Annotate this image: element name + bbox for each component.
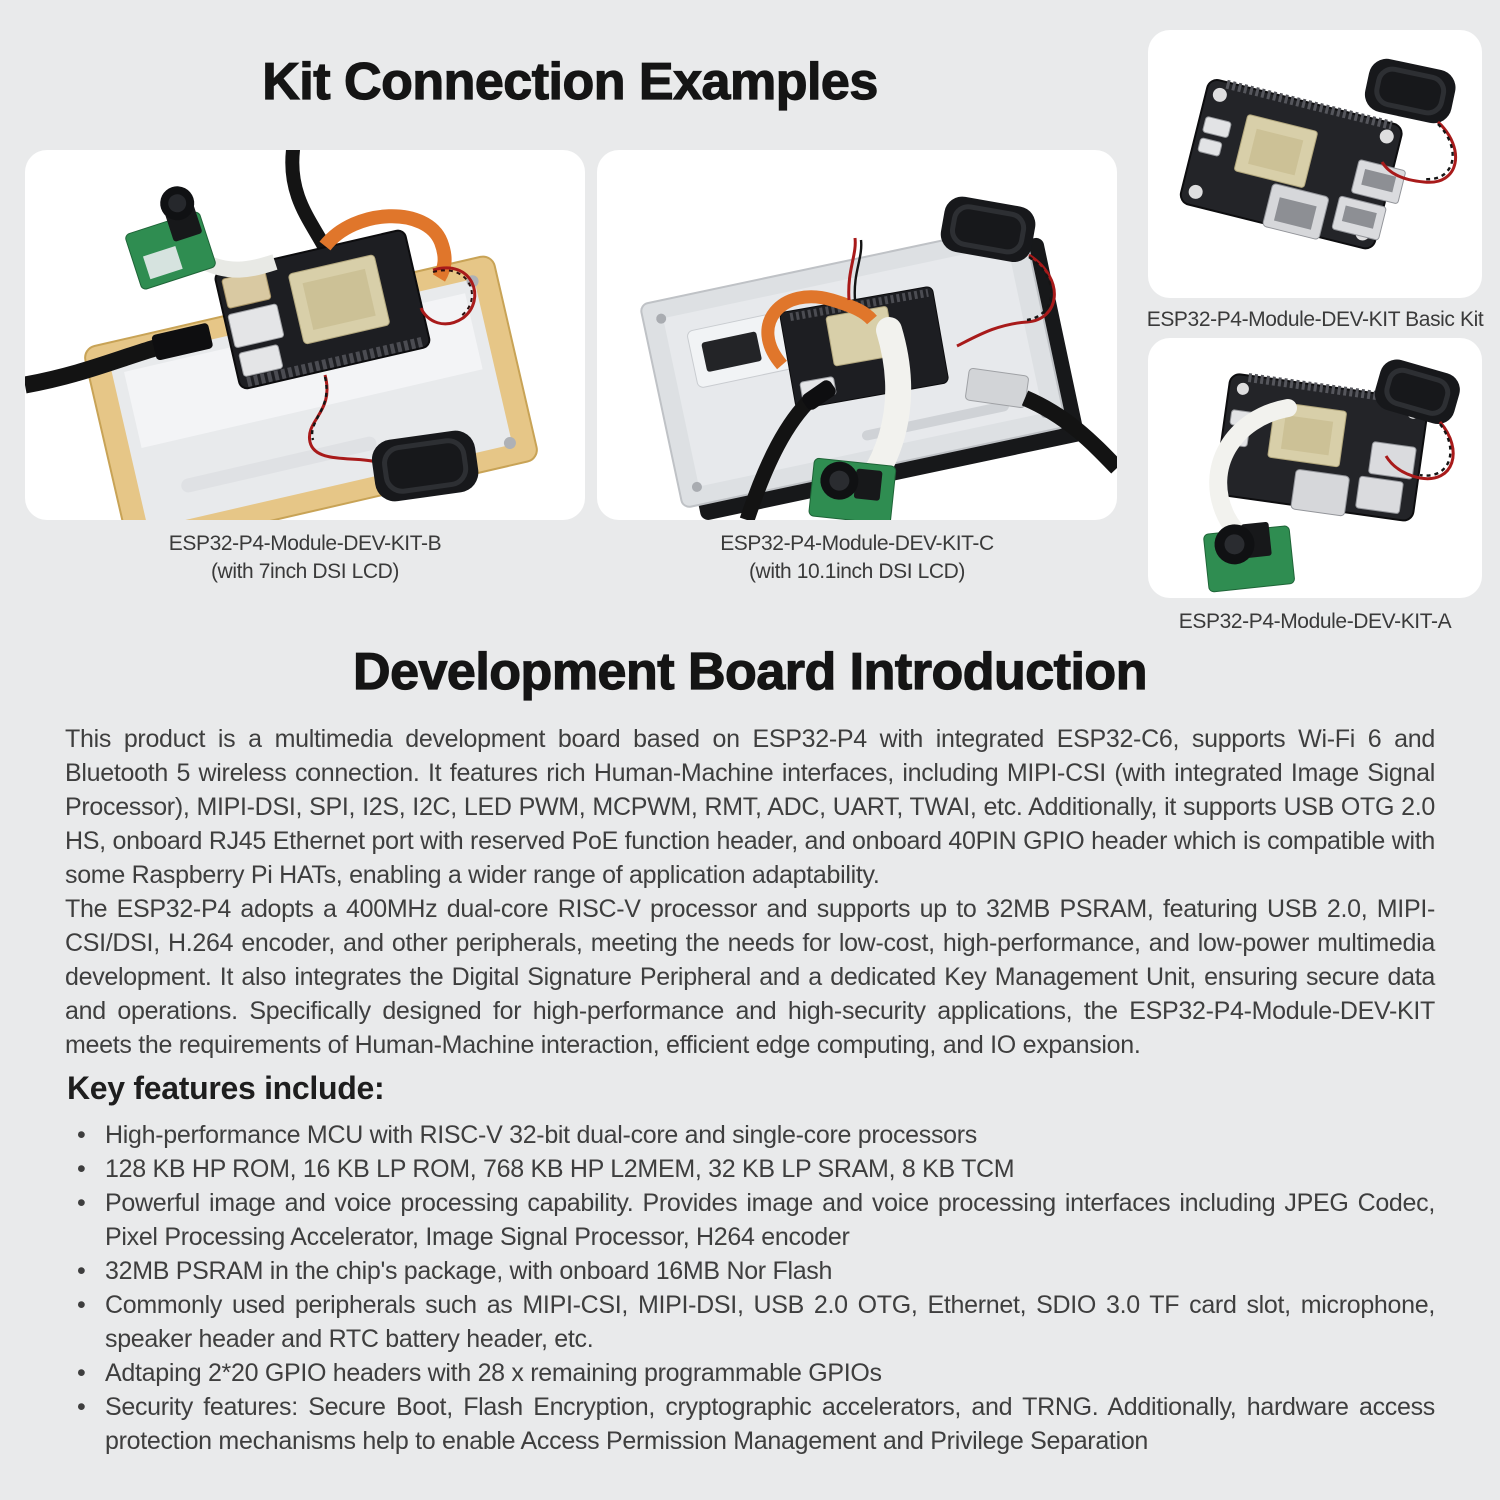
basic-kit-photo-illustration (1148, 30, 1482, 298)
feature-item: • Powerful image and voice processing capability. Provides image and voice processing interfaces including JPEG Codec, Pixel Processing Accelerator, Image Signal Processor, H264 encoder (67, 1186, 1435, 1254)
camera-module (809, 458, 897, 520)
kit-c-caption-line1: ESP32-P4-Module-DEV-KIT-C (720, 532, 994, 555)
feature-item: • 128 KB HP ROM, 16 KB LP ROM, 768 KB HP L2MEM, 32 KB LP SRAM, 8 KB TCM (67, 1152, 1435, 1186)
feature-item: • Adtaping 2*20 GPIO headers with 28 x remaining programmable GPIOs (67, 1356, 1435, 1390)
introduction-paragraph-2: The ESP32-P4 adopts a 400MHz dual-core RISC-V processor and supports up to 32MB PSRAM, featuring USB 2.0, MIPI-CSI/DSI, H.264 encoder, and other peripherals, meeting the needs for low-cost, high-performance, and low-power multimedia development. It also integrates the Digital Signature Peripheral and a dedicated Key Management Unit, ensuring secure data and operations. Specifically designed for high-performance and high-security applications, the ESP32-P4-Module-DEV-KIT meets the requirements of Human-Machine interaction, efficient edge computing, and IO expansion. (65, 895, 1435, 1059)
introduction-text (65, 722, 1435, 1062)
basic-kit-photo-panel (1148, 30, 1482, 298)
kit-c-caption-line2: (with 10.1inch DSI LCD) (748, 560, 966, 583)
key-features-list (67, 1118, 1435, 1458)
kit-a-photo-illustration (1148, 338, 1482, 598)
feature-item: • 32MB PSRAM in the chip's package, with onboard 16MB Nor Flash (67, 1254, 1435, 1288)
feature-item: • High-performance MCU with RISC-V 32-bit dual-core and single-core processors (67, 1118, 1435, 1152)
kit-connection-examples-title: Kit Connection Examples (262, 53, 878, 111)
development-board-introduction-title: Development Board Introduction (353, 643, 1147, 701)
kit-b-caption-line1: ESP32-P4-Module-DEV-KIT-B (168, 532, 442, 555)
feature-item: • Commonly used peripherals such as MIPI-CSI, MIPI-DSI, USB 2.0 OTG, Ethernet, SDIO 3.0 TF card slot, microphone, speaker header and RTC battery header, etc. (67, 1288, 1435, 1356)
kit-c-photo-panel (597, 150, 1117, 520)
kit-c-photo-illustration (597, 150, 1117, 520)
kit-a-photo-panel (1148, 338, 1482, 598)
camera-module (115, 182, 217, 291)
key-features-heading: Key features include: (67, 1070, 385, 1106)
kit-b-photo-illustration (25, 150, 585, 520)
feature-item: • Security features: Secure Boot, Flash Encryption, cryptographic accelerators, and TRNG. Additionally, hardware access protection mechanisms help to enable Access Permission Management and Privilege Separation (67, 1390, 1435, 1458)
kit-c-caption (597, 530, 1117, 586)
basic-kit-caption: ESP32-P4-Module-DEV-KIT Basic Kit (1146, 308, 1484, 331)
kit-b-caption-line2: (with 7inch DSI LCD) (210, 560, 400, 583)
kit-a-caption: ESP32-P4-Module-DEV-KIT-A (1178, 610, 1452, 633)
speaker (1362, 55, 1459, 126)
power-cable (292, 150, 325, 248)
kit-b-photo-panel (25, 150, 585, 520)
camera-module (1203, 519, 1295, 593)
introduction-paragraph-1: This product is a multimedia development board based on ESP32-P4 with integrated ESP32-C6, supports Wi-Fi 6 and Bluetooth 5 wireless connection. It features rich Human-Machine interfaces, including MIPI-CSI (with integrated Image Signal Processor), MIPI-DSI, SPI, I2S, I2C, LED PWM, MCPWM, RMT, ADC, UART, TWAI, etc. Additionally, it supports USB OTG 2.0 HS, onboard RJ45 Ethernet port with reserved PoE function header, and onboard 40PIN GPIO header which is compatible with some Raspberry Pi HATs, enabling a wider range of application adaptability. (65, 725, 1435, 889)
kit-b-caption (25, 530, 585, 586)
